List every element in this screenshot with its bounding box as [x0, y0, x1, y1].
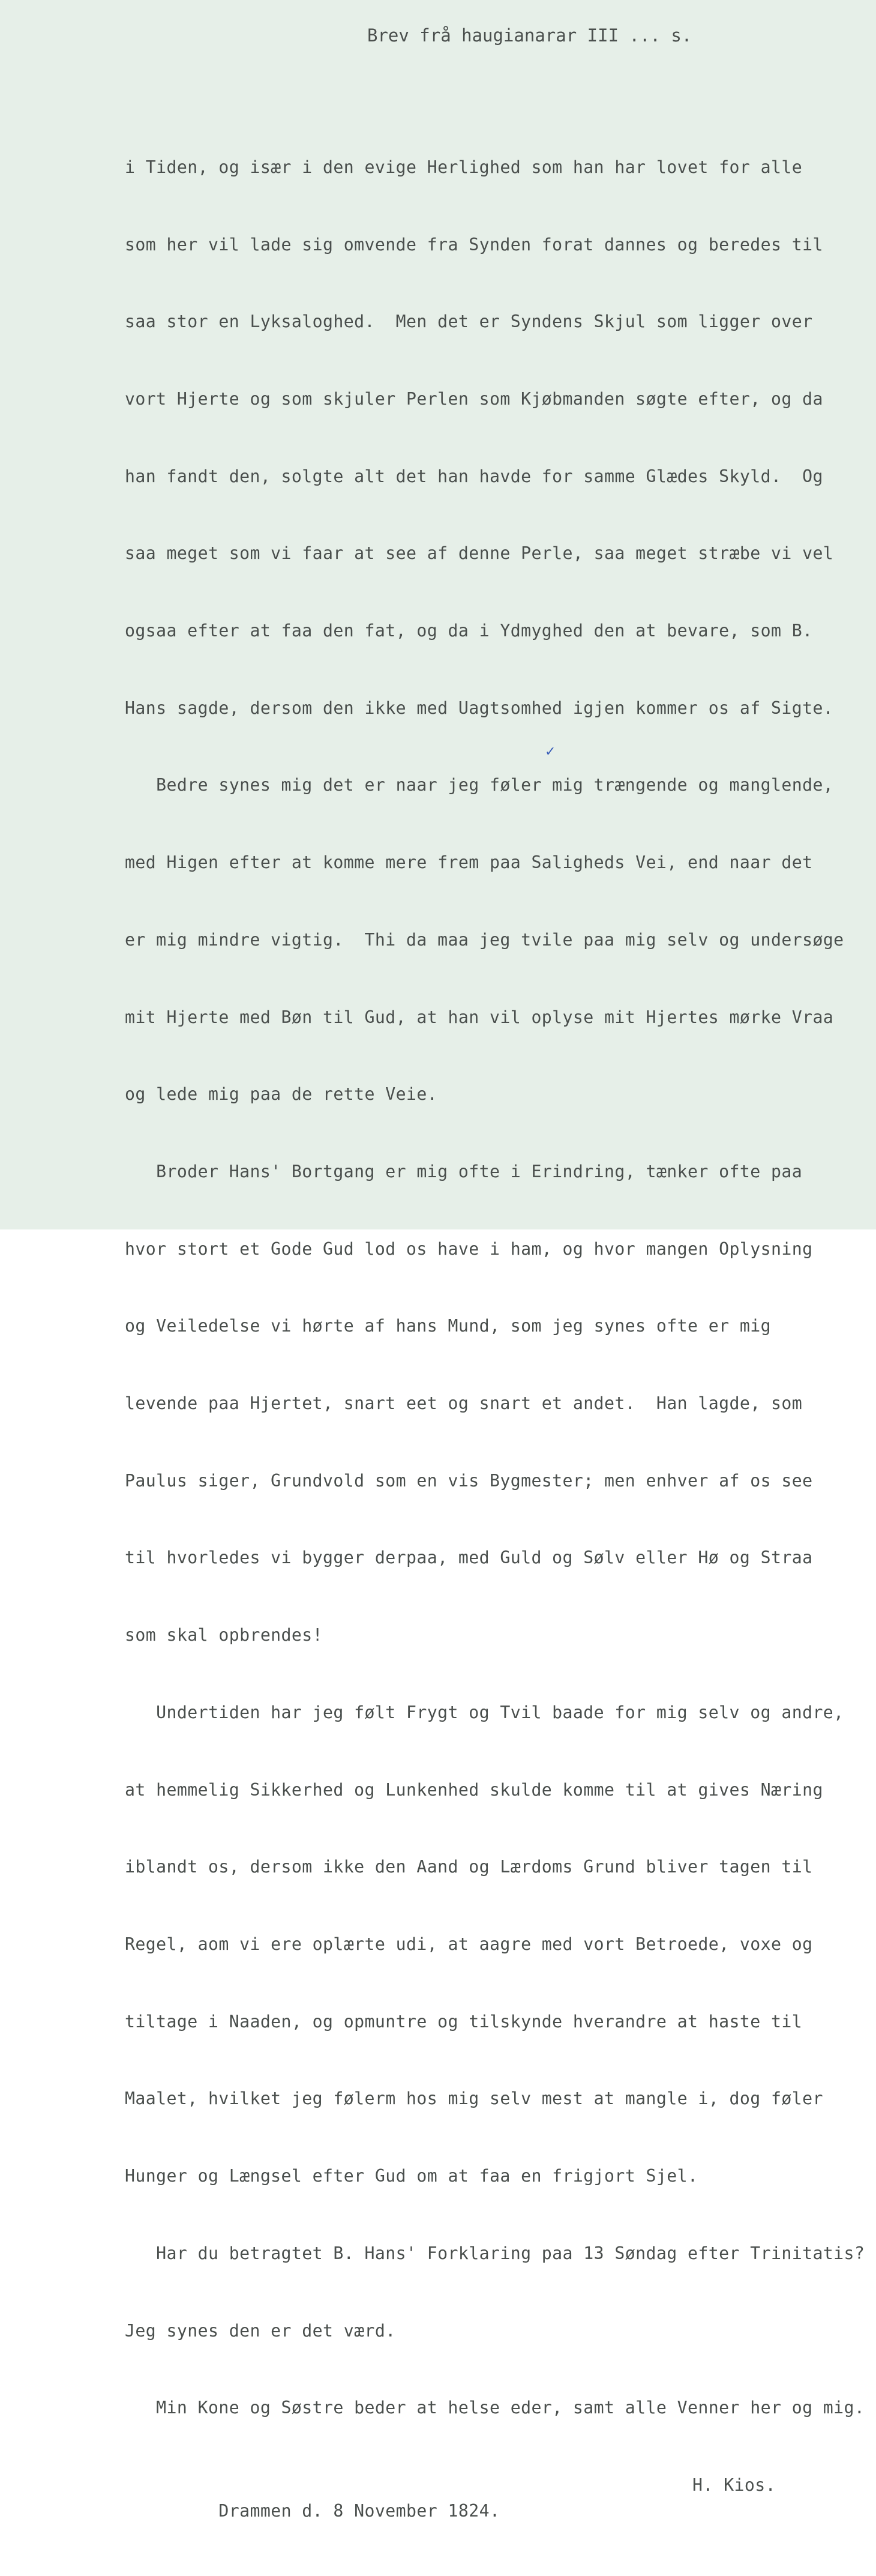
- page-header: Brev frå haugianarar III ... s.: [367, 25, 692, 46]
- text-line: Har du betragtet B. Hans' Forklaring paa 13 Søndag efter Trinitatis?: [125, 2243, 865, 2263]
- text-line: vort Hjerte og som skjuler Perlen som Kjøbmanden søgte efter, og da: [125, 388, 823, 409]
- text-line: Min Kone og Søstre beder at helse eder, samt alle Venner her og mig.: [125, 2398, 865, 2418]
- text-line: er mig mindre vigtig. Thi da maa jeg tvile paa mig selv og undersøge: [125, 929, 844, 950]
- text-line: Hans sagde, dersom den ikke med Uagtsomhed igjen kommer os af Sigte.: [125, 698, 834, 718]
- text-line: i Tiden, og især i den evige Herlighed som han har lovet for alle: [125, 157, 803, 177]
- text-line: levende paa Hjertet, snart eet og snart et andet. Han lagde, som: [125, 1393, 803, 1414]
- check-mark-icon: ✓: [545, 744, 556, 759]
- text-line: som skal opbrendes!: [125, 1625, 323, 1645]
- text-line: til hvorledes vi bygger derpaa, med Guld og Sølv eller Hø og Straa: [125, 1548, 813, 1568]
- text-line: Jeg synes den er det værd.: [125, 2320, 396, 2341]
- text-line: mit Hjerte med Bøn til Gud, at han vil oplyse mit Hjertes mørke Vraa: [125, 1007, 834, 1027]
- text-line: Maalet, hvilket jeg følerm hos mig selv mest at mangle i, dog føler: [125, 2089, 823, 2109]
- text-line: saa stor en Lyksaloghed. Men det er Syndens Skjul som ligger over: [125, 312, 813, 332]
- text-line: iblandt os, dersom ikke den Aand og Lærdoms Grund bliver tagen til: [125, 1857, 813, 1877]
- text-line: ogsaa efter at faa den fat, og da i Ydmyghed den at bevare, som B.: [125, 621, 813, 641]
- text-line: Undertiden har jeg følt Frygt og Tvil baade for mig selv og andre,: [125, 1702, 844, 1722]
- text-line: Bedre synes mig det er naar jeg føler mig trængende og manglende,: [125, 775, 834, 795]
- text-line: Regel, aom vi ere oplærte udi, at aagre med vort Betroede, voxe og: [125, 1934, 813, 1954]
- text-line: og lede mig paa de rette Veie.: [125, 1084, 438, 1105]
- text-line: hvor stort et Gode Gud lod os have i ham, og hvor mangen Oplysning: [125, 1238, 813, 1259]
- text-line: med Higen efter at komme mere frem paa Saligheds Vei, end naar det: [125, 852, 813, 873]
- text-line: at hemmelig Sikkerhed og Lunkenhed skulde komme til at gives Næring: [125, 1779, 823, 1800]
- closing-row: [125, 2473, 865, 2521]
- signature: H. Kios.: [692, 2475, 776, 2495]
- place-date: Drammen d. 8 November 1824.: [187, 2500, 500, 2521]
- letter-body: [125, 103, 865, 2550]
- text-line: som her vil lade sig omvende fra Synden forat dannes og beredes til: [125, 234, 823, 255]
- text-line: Broder Hans' Bortgang er mig ofte i Erindring, tænker ofte paa: [125, 1161, 803, 1181]
- text-line: Hunger og Længsel efter Gud om at faa en frigjort Sjel.: [125, 2166, 698, 2186]
- text-line: Paulus siger, Grundvold som en vis Bygmester; men enhver af os see: [125, 1470, 813, 1491]
- text-line: saa meget som vi faar at see af denne Perle, saa meget stræbe vi vel: [125, 543, 834, 564]
- text-line: og Veiledelse vi hørte af hans Mund, som jeg synes ofte er mig: [125, 1316, 771, 1336]
- text-line: tiltage i Naaden, og opmuntre og tilskynde hverandre at haste til: [125, 2011, 803, 2032]
- text-line: han fandt den, solgte alt det han havde for samme Glædes Skyld. Og: [125, 466, 823, 486]
